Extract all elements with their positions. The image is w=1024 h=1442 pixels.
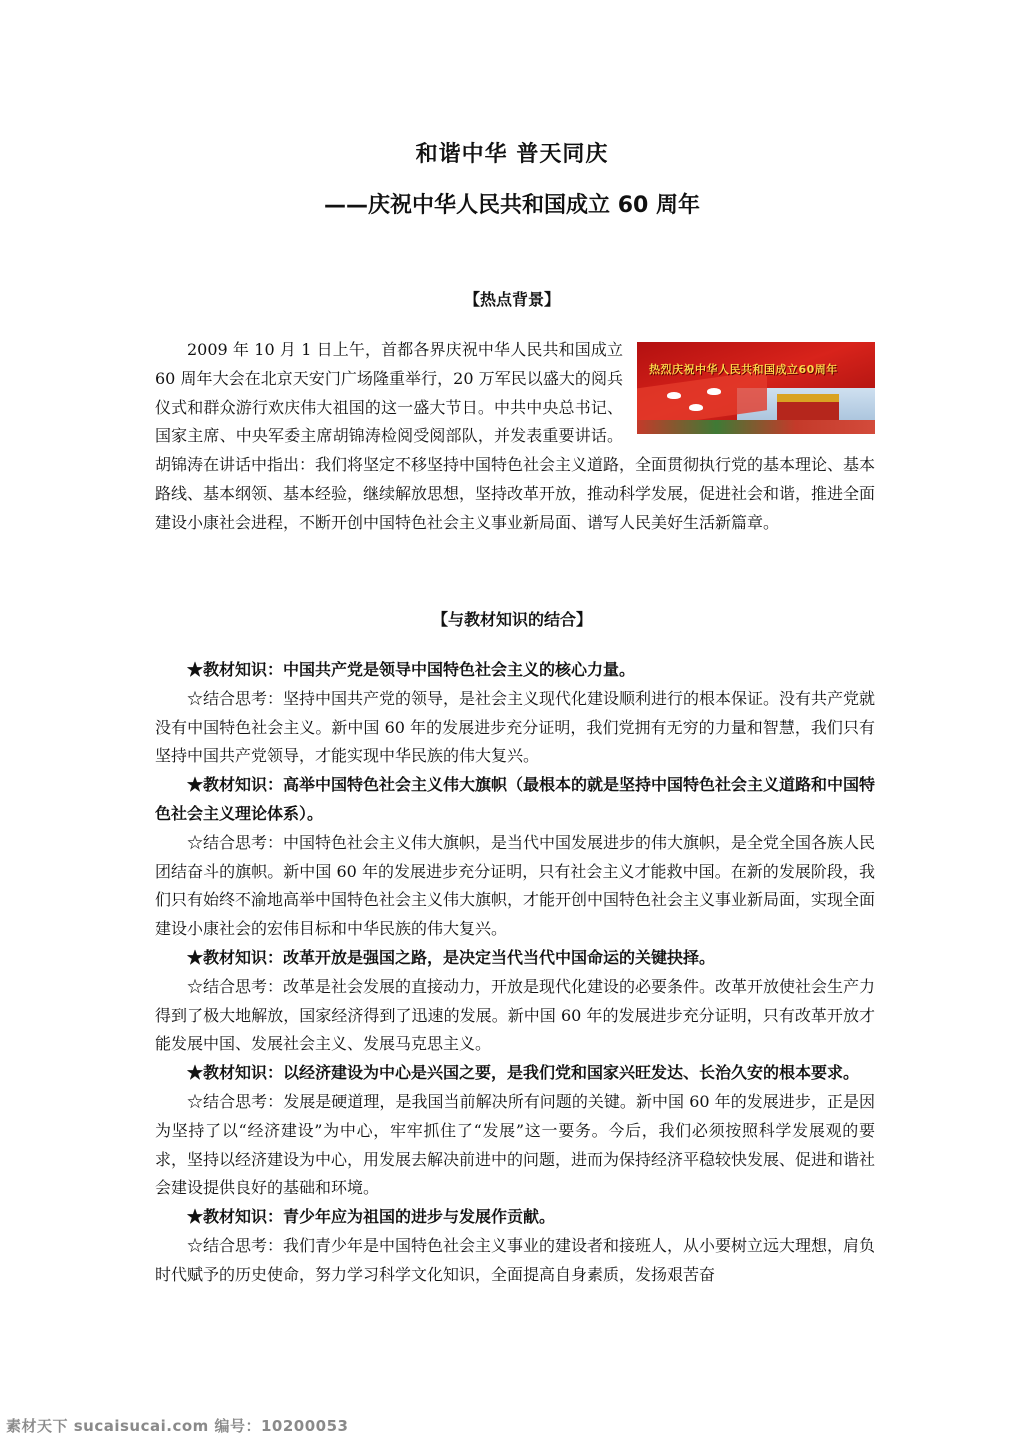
knowledge-point: ★教材知识：青少年应为祖国的进步与发展作贡献。	[187, 1207, 556, 1227]
thinking-paragraph: ☆结合思考：坚持中国共产党的领导，是社会主义现代化建设顺利进行的根本保证。没有共产党就没有中国特色社会主义。新中国 60 年的发展进步充分证明，我们党拥有无穷的力量和智慧，我们只有坚持中国共产党领导，才能实现中华民族的伟大复兴。	[155, 688, 876, 766]
celebration-banner-image	[637, 342, 875, 434]
document-title: 和谐中华 普天同庆	[415, 142, 609, 167]
knowledge-point: ★教材知识：高举中国特色社会主义伟大旗帜（最根本的就是坚持中国特色社会主义道路和中国特色社会主义理论体系）。	[155, 775, 876, 823]
dove-icon	[707, 388, 721, 395]
knowledge-list	[155, 656, 875, 1290]
dove-icon	[667, 392, 681, 399]
intro-paragraph: 2009 年 10 月 1 日上午，首都各界庆祝中华人民共和国成立 60 周年大会在北京天安门广场隆重举行，20 万军民以盛大的阅兵仪式和群众游行欢庆伟大祖国的这一盛大节日。中共中央总书记、国家主席、中央军委主席胡锦涛检阅受阅部队，并发表重要讲话。胡锦涛在讲话中指出：我们将坚定不移坚持中国特色社会主义道路，全面贯彻执行党的基本理论、基本路线、基本纲领、基本经验，继续解放思想，坚持改革开放，推动科学发展，促进社会和谐，推进全面建设小康社会进程，不断开创中国特色社会主义事业新局面、谱写人民美好生活新篇章。	[155, 340, 876, 532]
document-subtitle: ——庆祝中华人民共和国成立 60 周年	[324, 193, 700, 218]
dove-icon	[689, 404, 703, 411]
knowledge-point: ★教材知识：中国共产党是领导中国特色社会主义的核心力量。	[187, 660, 636, 679]
thinking-paragraph: ☆结合思考：中国特色社会主义伟大旗帜，是当代中国发展进步的伟大旗帜，是全党全国各族人民团结奋斗的旗帜。新中国 60 年的发展进步充分证明，只有社会主义才能救中国。在新的发展阶段，我们只有始终不渝地高举中国特色社会主义伟大旗帜，才能开创中国特色社会主义事业新局面，实现全面建设小康社会的宏伟目标和中华民族的伟大复兴。	[155, 832, 876, 939]
crowd-graphic	[637, 420, 875, 434]
thinking-paragraph: ☆结合思考：我们青少年是中国特色社会主义事业的建设者和接班人，从小要树立远大理想，肩负时代赋予的历史使命，努力学习科学文化知识，全面提高自身素质，发扬艰苦奋	[155, 1235, 876, 1284]
section-heading-textbook: 【与教材知识的结合】	[431, 610, 592, 629]
knowledge-point: ★教材知识：改革开放是强国之路，是决定当代当代中国命运的关键抉择。	[187, 947, 716, 967]
banner-caption: 热烈庆祝中华人民共和国成立60周年	[649, 363, 838, 376]
section-heading-background: 【热点背景】	[463, 290, 560, 309]
intro-block	[155, 336, 875, 538]
watermark-text: 素材天下 sucaisucai.com 编号：10200053	[6, 1417, 349, 1435]
thinking-paragraph: ☆结合思考：改革是社会发展的直接动力，开放是现代化建设的必要条件。改革开放使社会生产力得到了极大地解放，国家经济得到了迅速的发展。新中国 60 年的发展进步充分证明，只有改革开放才能发展中国、发展社会主义、发展马克思主义。	[155, 976, 876, 1054]
thinking-paragraph: ☆结合思考：发展是硬道理，是我国当前解决所有问题的关键。新中国 60 年的发展进步，正是因为坚持了以“经济建设”为中心，牢牢抓住了“发展”这一要务。今后，我们必须按照科学发展观的要求，坚持以经济建设为中心，用发展去解决前进中的问题，进而为保持经济平稳较快发展、促进和谐社会建设提供良好的基础和环境。	[155, 1091, 876, 1198]
knowledge-point: ★教材知识：以经济建设为中心是兴国之要，是我们党和国家兴旺发达、长治久安的根本要求。	[187, 1063, 860, 1083]
